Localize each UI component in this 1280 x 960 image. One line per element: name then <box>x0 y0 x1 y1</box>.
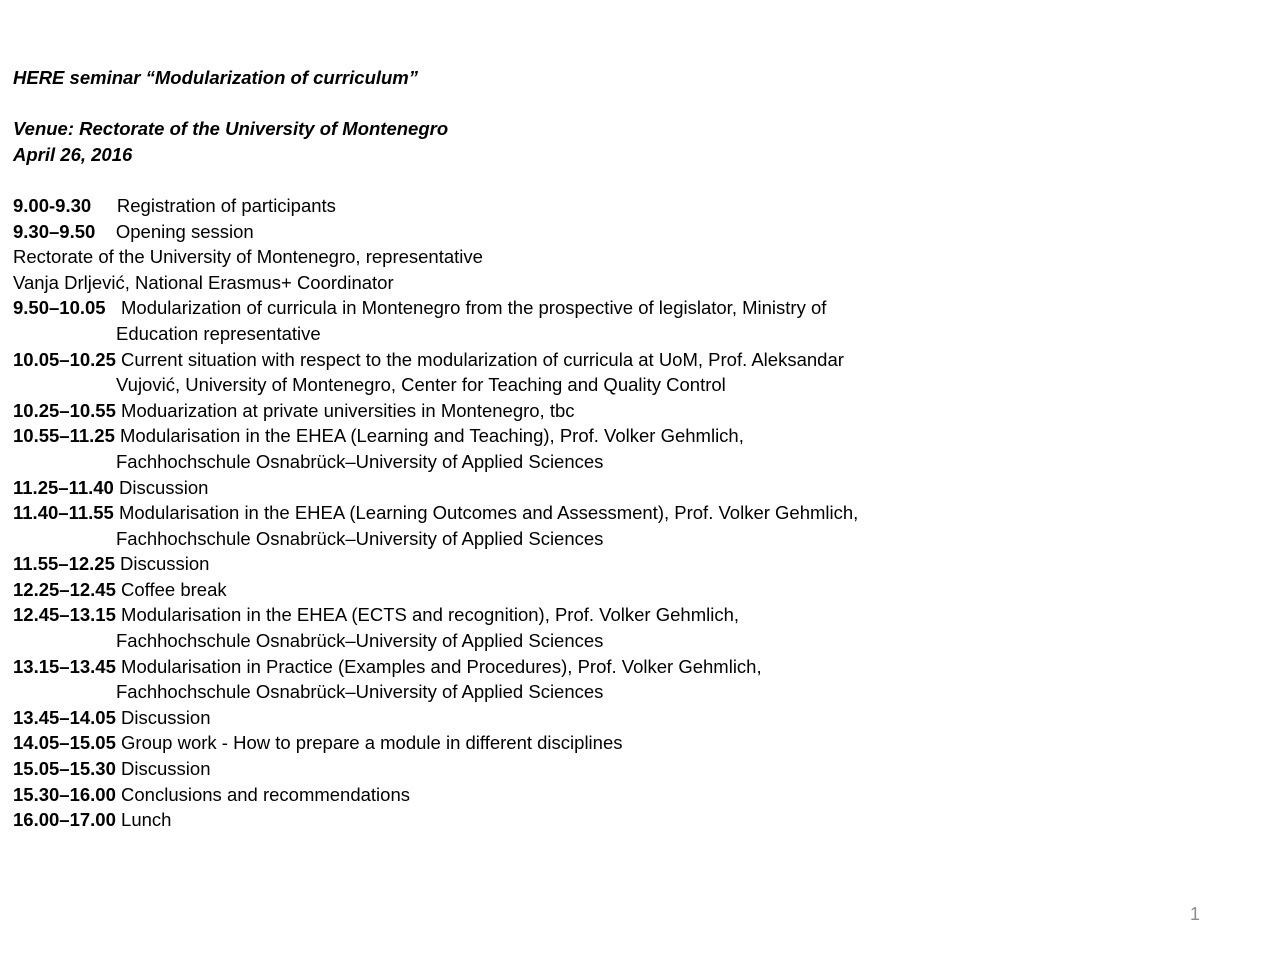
spacer <box>13 167 1233 193</box>
page-number: 1 <box>1190 904 1201 924</box>
agenda-description: Conclusions and recommendations <box>121 783 410 805</box>
agenda-item <box>13 602 1233 628</box>
agenda-description: Coffee break <box>121 578 227 600</box>
agenda-description: Modularisation in the EHEA (Learning Outcomes and Assessment), Prof. Volker Gehmlich, <box>118 502 859 524</box>
agenda-description: Modularization of curricula in Montenegro from the prospective of legislator, Ministry of <box>121 297 827 319</box>
agenda-description: Discussion <box>121 758 211 780</box>
agenda-description: Modularisation in Practice (Examples and Procedures), Prof. Volker Gehmlich, <box>121 655 762 677</box>
agenda-time: 11.25–11.40 <box>13 476 114 498</box>
agenda-item <box>13 244 1233 270</box>
agenda-item <box>13 782 1233 808</box>
agenda-time: 13.45–14.05 <box>13 706 116 728</box>
agenda-description: Current situation with respect to the modularization of curricula at UoM, Prof. Aleksandar <box>121 348 844 370</box>
agenda-description: Discussion <box>118 476 209 498</box>
venue-line: Venue: Rectorate of the University of Montenegro <box>13 118 449 140</box>
agenda-item <box>13 347 1233 373</box>
agenda-description-continued: Fachhochschule Osnabrück–University of Applied Sciences <box>116 630 604 652</box>
agenda-item <box>13 423 1233 449</box>
agenda-description-continued: Fachhochschule Osnabrück–University of Applied Sciences <box>116 681 604 703</box>
agenda-item <box>13 756 1233 782</box>
date-line: April 26, 2016 <box>13 143 133 165</box>
agenda-item <box>13 577 1233 603</box>
agenda-item <box>13 654 1233 680</box>
agenda-separator <box>91 195 117 216</box>
agenda-item <box>13 398 1233 424</box>
agenda-item <box>13 705 1233 731</box>
agenda-description: Discussion <box>121 706 211 728</box>
agenda-time: 15.05–15.30 <box>13 758 116 780</box>
agenda-item <box>13 551 1233 577</box>
agenda-description-continued: Fachhochschule Osnabrück–University of Applied Sciences <box>116 527 604 549</box>
agenda-item <box>13 219 1233 245</box>
agenda-description: Vanja Drljević, National Erasmus+ Coordinator <box>13 271 394 293</box>
agenda-time: 13.15–13.45 <box>13 655 116 677</box>
agenda-separator <box>95 221 116 242</box>
agenda-time: 16.00–17.00 <box>13 809 116 831</box>
agenda-description: Discussion <box>120 553 210 575</box>
agenda-time: 11.55–12.25 <box>13 553 115 575</box>
agenda-description: Group work - How to prepare a module in different disciplines <box>121 732 623 754</box>
agenda-time: 9.50–10.05 <box>13 297 106 319</box>
seminar-title: HERE seminar “Modularization of curriculum” <box>13 67 419 88</box>
agenda-time: 14.05–15.05 <box>13 732 116 754</box>
spacer <box>13 91 1233 117</box>
agenda-time: 12.25–12.45 <box>13 578 116 600</box>
agenda-description-continued: Fachhochschule Osnabrück–University of Applied Sciences <box>116 450 604 472</box>
agenda-time: 9.00-9.30 <box>13 194 92 216</box>
agenda-description-continued: Vujović, University of Montenegro, Center for Teaching and Quality Control <box>116 374 726 396</box>
agenda-description: Modularisation in the EHEA (ECTS and recognition), Prof. Volker Gehmlich, <box>121 604 740 626</box>
agenda-description-continued: Education representative <box>116 322 321 344</box>
agenda-time: 15.30–16.00 <box>13 783 116 805</box>
agenda-time: 11.40–11.55 <box>13 502 114 524</box>
agenda-item <box>13 270 1233 296</box>
agenda-list <box>13 193 1233 833</box>
agenda-description: Lunch <box>121 809 172 831</box>
agenda-item <box>13 807 1233 833</box>
agenda-separator <box>106 297 121 318</box>
agenda-time: 9.30–9.50 <box>13 220 96 242</box>
agenda-description: Rectorate of the University of Montenegro, representative <box>13 246 483 268</box>
agenda-description: Moduarization at private universities in Montenegro, tbc <box>121 399 575 421</box>
agenda-item <box>13 295 1233 321</box>
agenda-description: Opening session <box>115 220 254 242</box>
agenda-time: 12.45–13.15 <box>13 604 116 626</box>
agenda-item <box>13 475 1233 501</box>
agenda-item <box>13 730 1233 756</box>
agenda-description: Registration of participants <box>116 194 336 216</box>
agenda-time: 10.55–11.25 <box>13 425 115 447</box>
agenda-description: Modularisation in the EHEA (Learning and Teaching), Prof. Volker Gehmlich, <box>120 425 744 447</box>
agenda-item <box>13 500 1233 526</box>
agenda-time: 10.05–10.25 <box>13 348 116 370</box>
agenda-time: 10.25–10.55 <box>13 399 116 421</box>
document-page <box>13 65 1233 833</box>
agenda-item <box>13 193 1233 219</box>
